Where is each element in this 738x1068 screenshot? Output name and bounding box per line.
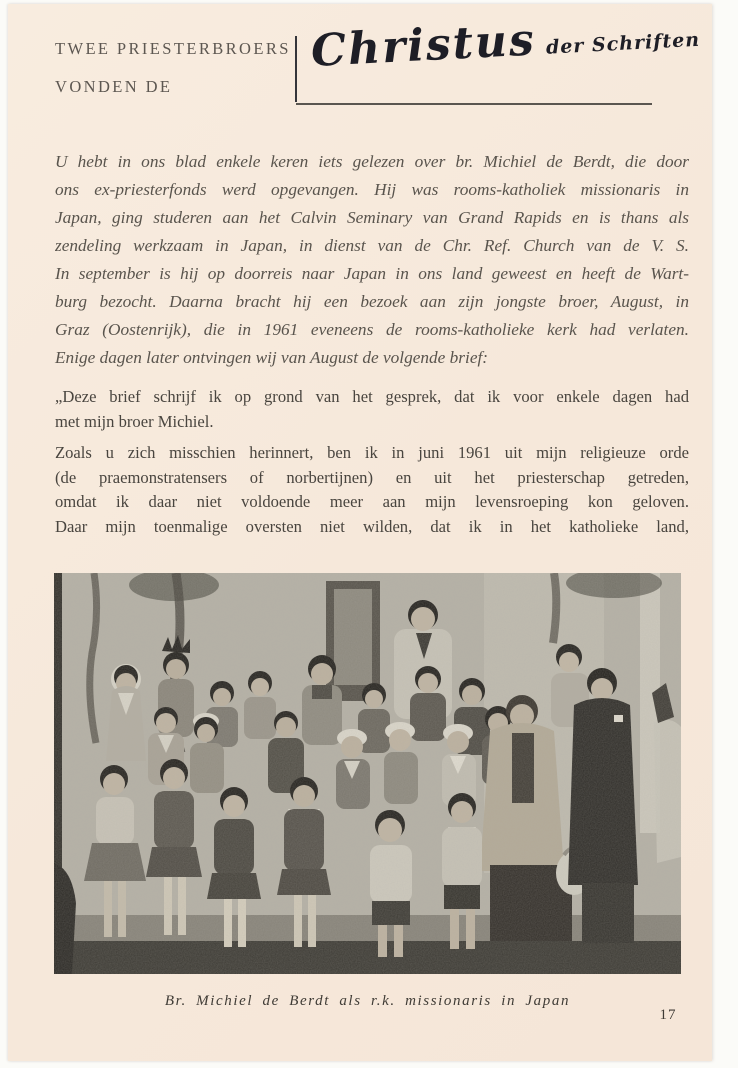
intro-line: U hebt in ons blad enkele keren iets gelezen over br. Michiel de Berdt, die door <box>55 152 689 171</box>
letter-line: „Deze brief schrijf ik op grond van het gesprek, dat ik voor enkele dagen had <box>55 387 689 406</box>
paragraph-gap <box>55 434 689 441</box>
intro-paragraph <box>55 148 689 372</box>
page-number: 17 <box>659 1007 677 1023</box>
letter-line: omdat ik daar niet voldoende meer aan mijn levensroeping kon geloven. <box>55 492 689 511</box>
intro-line: zendeling werkzaam in Japan, in dienst van de Chr. Ref. Church van de V. S. <box>55 236 689 255</box>
intro-line: ons ex-priesterfonds werd opgevangen. Hij was rooms-katholiek missionaris in <box>55 180 689 199</box>
intro-line: Japan, ging studeren aan het Calvin Seminary van Grand Rapids en is thans als <box>55 208 689 227</box>
letter-body <box>55 385 689 539</box>
header-vertical-rule <box>295 36 297 102</box>
letter-line: met mijn broer Michiel. <box>55 411 214 431</box>
header-underline <box>296 103 652 105</box>
photo-illustration <box>54 573 681 974</box>
scanned-page <box>8 4 712 1061</box>
letter-line: (de praemonstratensers of norbertijnen) en uit het priesterschap getreden, <box>55 467 689 487</box>
letter-line: Daar mijn toenmalige oversten niet wilden, dat ik in het katholieke land, <box>55 516 689 536</box>
article-title-script <box>309 7 701 106</box>
kicker-line-2: VONDEN DE <box>55 77 173 96</box>
photo-caption: Br. Michiel de Berdt als r.k. missionaris in Japan <box>164 993 571 1009</box>
intro-line: In september is hij op doorreis naar Japan in ons land geweest en heeft de Wart- <box>55 264 689 283</box>
title-suffix: der Schriften <box>545 28 701 59</box>
intro-line: Enige dagen later ontvingen wij van August de volgende brief: <box>55 348 489 367</box>
intro-line: burg bezocht. Daarna bracht hij een bezoek aan zijn jongste broer, August, in <box>55 292 689 311</box>
title-main: Christus <box>309 14 537 78</box>
group-photograph <box>54 573 681 974</box>
kicker-line-1: TWEE PRIESTERBROERS <box>55 39 291 58</box>
letter-line: Zoals u zich misschien herinnert, ben ik in juni 1961 uit mijn religieuze orde <box>55 443 689 462</box>
intro-line: Graz (Oostenrijk), die in 1961 eveneens de rooms-katholieke kerk had verlaten. <box>55 320 689 339</box>
article-kicker <box>55 30 291 106</box>
